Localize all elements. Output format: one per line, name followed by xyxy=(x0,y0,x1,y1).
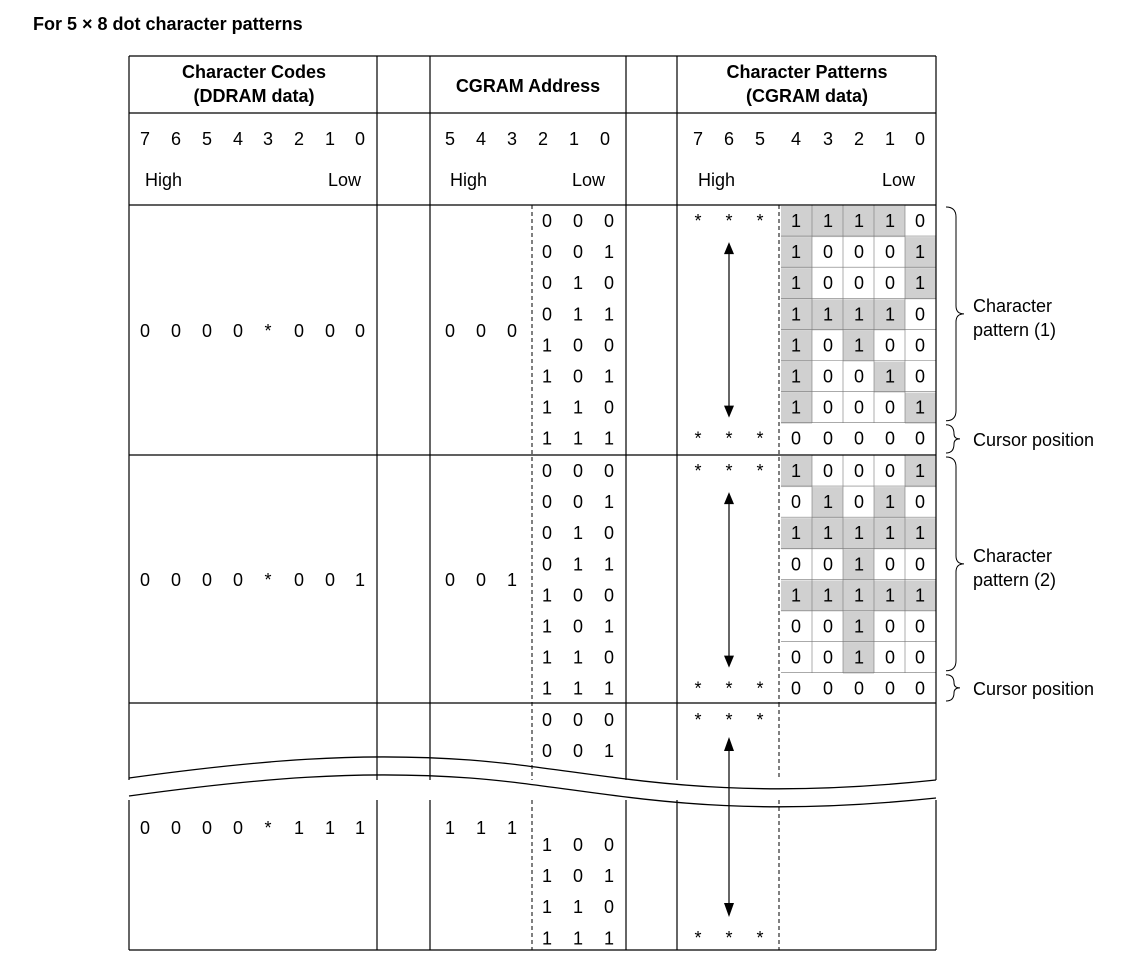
dont-care: * xyxy=(756,678,764,699)
address-low-bit: 0 xyxy=(603,461,615,481)
address-low-bit: 1 xyxy=(572,897,584,918)
bit-label: 1 xyxy=(568,129,580,149)
header-char-codes: Character Codes xyxy=(181,62,327,82)
address-high-bit: 0 xyxy=(444,321,456,341)
dont-care: * xyxy=(756,428,764,449)
dont-care: * xyxy=(756,928,764,948)
pattern-bit: 1 xyxy=(790,242,802,263)
bit-label: 5 xyxy=(444,129,456,149)
header-cgram-address: CGRAM Address xyxy=(455,76,601,96)
bit-label: 1 xyxy=(884,129,896,149)
address-low-bit: 1 xyxy=(572,647,584,668)
cursor-label: Cursor position xyxy=(973,678,1095,699)
address-low-bit: 0 xyxy=(541,741,553,762)
address-low-bit: 1 xyxy=(541,585,553,606)
address-low-bit: 1 xyxy=(603,928,615,949)
address-low-bit: 1 xyxy=(603,866,615,887)
dont-care: * xyxy=(694,710,702,730)
address-low-bit: 1 xyxy=(572,428,584,449)
pattern-bit: 1 xyxy=(884,211,896,231)
pattern-bit: 1 xyxy=(914,585,926,606)
pattern-bit: 0 xyxy=(884,273,896,294)
pattern-bit: 0 xyxy=(822,461,834,481)
pattern-bit: 0 xyxy=(884,242,896,263)
pattern-bit: 0 xyxy=(853,366,865,387)
pattern-bit: 0 xyxy=(884,428,896,449)
pattern-bit: 0 xyxy=(822,366,834,387)
pattern-bit: 1 xyxy=(884,304,896,325)
address-low-bit: 1 xyxy=(603,366,615,387)
pattern-bit: 1 xyxy=(790,461,802,481)
pattern-bit: 0 xyxy=(914,647,926,668)
address-low-bit: 0 xyxy=(541,554,553,575)
pattern-bit: 1 xyxy=(822,585,834,606)
pattern-bit: 0 xyxy=(822,273,834,294)
pattern-bit: 0 xyxy=(914,492,926,513)
address-low-bit: 0 xyxy=(603,647,615,668)
pattern-bit: 1 xyxy=(822,492,834,513)
high-label: High xyxy=(145,170,183,190)
pattern-bit: 1 xyxy=(853,616,865,637)
pattern-bit: 1 xyxy=(822,211,834,231)
bit-label: 2 xyxy=(293,129,305,149)
pattern-bit: 0 xyxy=(822,678,834,699)
header-cgram-data: (CGRAM data) xyxy=(746,86,868,106)
pattern-bit: 1 xyxy=(790,366,802,387)
bit-label: 2 xyxy=(537,129,549,149)
pattern-bit: 1 xyxy=(822,523,834,544)
char-code-bit: 0 xyxy=(201,321,213,341)
arrow-head-up xyxy=(724,737,734,751)
pattern-bit: 0 xyxy=(790,616,802,637)
cursor-label: Cursor position xyxy=(973,429,1095,450)
high-label: High xyxy=(450,170,488,190)
pattern-bit: 0 xyxy=(884,647,896,668)
header-ddram-data: (DDRAM data) xyxy=(193,86,315,106)
char-code-bit: * xyxy=(264,818,272,838)
pattern-bit: 0 xyxy=(914,335,926,356)
char-code-bit: 0 xyxy=(293,321,305,341)
dont-care: * xyxy=(694,928,702,948)
address-low-bit: 0 xyxy=(541,242,553,263)
address-low-bit: 0 xyxy=(572,866,584,887)
bit-label: 3 xyxy=(506,129,518,149)
address-low-bit: 0 xyxy=(572,211,584,231)
pattern-bit: 0 xyxy=(884,678,896,699)
address-low-bit: 0 xyxy=(603,585,615,606)
address-low-bit: 0 xyxy=(572,585,584,606)
address-low-bit: 1 xyxy=(603,616,615,637)
pattern-bit: 0 xyxy=(790,678,802,699)
address-high-bit: 1 xyxy=(444,818,456,838)
low-label: Low xyxy=(571,170,605,190)
dont-care: * xyxy=(725,678,733,699)
pattern-bit: 1 xyxy=(914,242,926,263)
pattern-bit: 0 xyxy=(914,366,926,387)
pattern-bit: 0 xyxy=(853,428,865,449)
char-code-bit: 1 xyxy=(354,818,366,838)
pattern-bit: 1 xyxy=(790,335,802,356)
address-high-bit: 0 xyxy=(444,570,456,590)
address-low-bit: 1 xyxy=(572,273,584,294)
bit-label: 4 xyxy=(232,129,244,149)
bit-label: 1 xyxy=(324,129,336,149)
pattern-bit: 1 xyxy=(822,304,834,325)
address-high-bit: 1 xyxy=(506,818,518,838)
address-low-bit: 1 xyxy=(541,647,553,668)
pattern-bit: 1 xyxy=(790,523,802,544)
char-code-bit: 0 xyxy=(232,570,244,590)
dont-care: * xyxy=(725,211,733,231)
bit-label: 3 xyxy=(262,129,274,149)
address-low-bit: 1 xyxy=(541,678,553,699)
char-code-bit: 0 xyxy=(232,818,244,838)
char-code-bit: 0 xyxy=(232,321,244,341)
pattern-bit: 1 xyxy=(884,585,896,606)
address-low-bit: 0 xyxy=(541,304,553,325)
high-label: High xyxy=(698,170,736,190)
address-low-bit: 0 xyxy=(541,523,553,544)
pattern-bit: 1 xyxy=(853,304,865,325)
pattern-bit: 0 xyxy=(822,428,834,449)
address-low-bit: 0 xyxy=(603,897,615,918)
bit-label: 4 xyxy=(790,129,802,149)
dont-care: * xyxy=(694,428,702,449)
pattern-bit: 0 xyxy=(790,647,802,668)
address-low-bit: 0 xyxy=(603,335,615,356)
pattern-bit: 0 xyxy=(790,554,802,575)
address-low-bit: 0 xyxy=(603,710,615,730)
address-low-bit: 1 xyxy=(572,304,584,325)
pattern-label: Character xyxy=(973,295,1053,316)
low-label: Low xyxy=(881,170,915,190)
pattern-bit: 0 xyxy=(914,428,926,449)
pattern-brace xyxy=(946,207,964,421)
arrow-head-up xyxy=(724,492,734,504)
char-code-bit: 1 xyxy=(354,570,366,590)
address-low-bit: 1 xyxy=(541,397,553,418)
pattern-bit: 1 xyxy=(853,554,865,575)
address-low-bit: 1 xyxy=(603,678,615,699)
pattern-label: pattern (1) xyxy=(973,319,1057,340)
char-code-bit: 0 xyxy=(139,570,151,590)
arrow-head-down xyxy=(724,903,734,917)
bit-label: 0 xyxy=(599,129,611,149)
char-code-bit: 0 xyxy=(201,570,213,590)
dont-care: * xyxy=(756,211,764,231)
bit-label: 7 xyxy=(139,129,151,149)
char-code-bit: * xyxy=(264,570,272,590)
pattern-bit: 1 xyxy=(853,647,865,668)
bit-label: 3 xyxy=(822,129,834,149)
bit-label: 5 xyxy=(201,129,213,149)
address-low-bit: 1 xyxy=(603,492,615,513)
dont-care: * xyxy=(694,461,702,481)
pattern-bit: 1 xyxy=(853,523,865,544)
pattern-bit: 0 xyxy=(914,554,926,575)
address-low-bit: 0 xyxy=(572,242,584,263)
dont-care: * xyxy=(725,928,733,948)
pattern-bit: 0 xyxy=(822,647,834,668)
bit-label: 5 xyxy=(754,129,766,149)
address-high-bit: 1 xyxy=(475,818,487,838)
char-code-bit: 1 xyxy=(293,818,305,838)
address-low-bit: 0 xyxy=(541,710,553,730)
char-code-bit: 0 xyxy=(139,818,151,838)
bit-label: 0 xyxy=(354,129,366,149)
address-low-bit: 1 xyxy=(541,928,553,949)
address-low-bit: 1 xyxy=(541,616,553,637)
address-low-bit: 0 xyxy=(572,616,584,637)
char-code-bit: 0 xyxy=(201,818,213,838)
address-high-bit: 0 xyxy=(506,321,518,341)
address-low-bit: 1 xyxy=(572,554,584,575)
arrow-head-down xyxy=(724,656,734,668)
char-code-bit: 0 xyxy=(324,321,336,341)
pattern-bit: 1 xyxy=(853,335,865,356)
address-low-bit: 0 xyxy=(603,211,615,231)
address-low-bit: 0 xyxy=(572,366,584,387)
dont-care: * xyxy=(725,428,733,449)
cursor-brace xyxy=(946,425,960,453)
pattern-bit: 0 xyxy=(853,461,865,481)
char-code-bit: 0 xyxy=(139,321,151,341)
address-high-bit: 1 xyxy=(506,570,518,590)
char-code-bit: * xyxy=(264,321,272,341)
pattern-bit: 1 xyxy=(853,585,865,606)
pattern-bit: 1 xyxy=(790,397,802,418)
address-low-bit: 1 xyxy=(572,678,584,699)
pattern-bit: 0 xyxy=(822,242,834,263)
char-code-bit: 0 xyxy=(354,321,366,341)
address-low-bit: 1 xyxy=(572,523,584,544)
address-low-bit: 1 xyxy=(603,741,615,762)
pattern-bit: 1 xyxy=(790,585,802,606)
address-low-bit: 1 xyxy=(603,554,615,575)
address-low-bit: 1 xyxy=(541,897,553,918)
address-low-bit: 0 xyxy=(572,335,584,356)
bit-label: 0 xyxy=(914,129,926,149)
address-low-bit: 1 xyxy=(603,242,615,263)
address-low-bit: 1 xyxy=(541,428,553,449)
address-low-bit: 0 xyxy=(603,397,615,418)
bit-label: 2 xyxy=(853,129,865,149)
address-low-bit: 0 xyxy=(541,492,553,513)
char-code-bit: 0 xyxy=(170,570,182,590)
dont-care: * xyxy=(694,211,702,231)
dont-care: * xyxy=(756,461,764,481)
bit-label: 6 xyxy=(723,129,735,149)
pattern-bit: 1 xyxy=(884,492,896,513)
char-code-bit: 0 xyxy=(293,570,305,590)
pattern-bit: 1 xyxy=(914,397,926,418)
pattern-bit: 0 xyxy=(853,273,865,294)
pattern-bit: 0 xyxy=(914,616,926,637)
pattern-bit: 1 xyxy=(884,523,896,544)
pattern-label: Character xyxy=(973,545,1053,566)
dont-care: * xyxy=(725,710,733,730)
figure-title: For 5 × 8 dot character patterns xyxy=(33,14,303,34)
address-low-bit: 1 xyxy=(572,397,584,418)
address-low-bit: 0 xyxy=(572,461,584,481)
pattern-bit: 0 xyxy=(884,397,896,418)
pattern-bit: 1 xyxy=(914,273,926,294)
char-code-bit: 0 xyxy=(170,818,182,838)
pattern-bit: 1 xyxy=(914,461,926,481)
address-low-bit: 0 xyxy=(603,273,615,294)
char-code-bit: 0 xyxy=(324,570,336,590)
address-low-bit: 1 xyxy=(572,928,584,949)
address-low-bit: 0 xyxy=(541,273,553,294)
address-low-bit: 1 xyxy=(541,866,553,887)
address-low-bit: 1 xyxy=(603,304,615,325)
pattern-bit: 0 xyxy=(853,242,865,263)
address-low-bit: 0 xyxy=(541,211,553,231)
address-high-bit: 0 xyxy=(475,321,487,341)
low-label: Low xyxy=(327,170,361,190)
pattern-shading xyxy=(128,206,937,804)
pattern-bit: 0 xyxy=(914,678,926,699)
address-high-bit: 0 xyxy=(475,570,487,590)
arrow-head-down xyxy=(724,406,734,418)
pattern-bit: 0 xyxy=(853,492,865,513)
address-low-bit: 0 xyxy=(572,710,584,730)
pattern-bit: 0 xyxy=(884,554,896,575)
pattern-bit: 0 xyxy=(822,554,834,575)
pattern-bit: 1 xyxy=(914,523,926,544)
pattern-bit: 0 xyxy=(822,616,834,637)
address-low-bit: 1 xyxy=(541,835,553,855)
table-text xyxy=(140,62,1094,948)
address-low-bit: 0 xyxy=(603,523,615,544)
char-code-bit: 1 xyxy=(324,818,336,838)
dont-care: * xyxy=(694,678,702,699)
pattern-bit: 0 xyxy=(853,678,865,699)
pattern-bit: 0 xyxy=(884,335,896,356)
pattern-bit: 1 xyxy=(790,273,802,294)
pattern-bit: 0 xyxy=(914,211,926,231)
pattern-bit: 0 xyxy=(914,304,926,325)
pattern-label: pattern (2) xyxy=(973,569,1057,590)
bit-label: 4 xyxy=(475,129,487,149)
header-char-patterns: Character Patterns xyxy=(726,62,888,82)
pattern-bit: 1 xyxy=(790,211,802,231)
pattern-bit: 1 xyxy=(853,211,865,231)
address-low-bit: 0 xyxy=(541,461,553,481)
pattern-bit: 0 xyxy=(790,428,802,449)
address-low-bit: 1 xyxy=(603,428,615,449)
char-code-bit: 0 xyxy=(170,321,182,341)
pattern-bit: 1 xyxy=(790,304,802,325)
dont-care: * xyxy=(756,710,764,730)
bit-label: 7 xyxy=(692,129,704,149)
address-low-bit: 0 xyxy=(572,492,584,513)
address-low-bit: 0 xyxy=(572,741,584,762)
address-low-bit: 0 xyxy=(603,835,615,855)
address-low-bit: 1 xyxy=(541,335,553,356)
address-low-bit: 1 xyxy=(541,366,553,387)
bit-label: 6 xyxy=(170,129,182,149)
pattern-bit: 0 xyxy=(884,461,896,481)
pattern-bit: 0 xyxy=(884,616,896,637)
pattern-brace xyxy=(946,457,964,671)
pattern-bit: 1 xyxy=(884,366,896,387)
pattern-bit: 0 xyxy=(853,397,865,418)
address-low-bit: 0 xyxy=(572,835,584,855)
pattern-bit: 0 xyxy=(790,492,802,513)
cursor-brace xyxy=(946,675,960,701)
arrow-head-up xyxy=(724,242,734,254)
pattern-bit: 0 xyxy=(822,397,834,418)
pattern-bit: 0 xyxy=(822,335,834,356)
dont-care: * xyxy=(725,461,733,481)
